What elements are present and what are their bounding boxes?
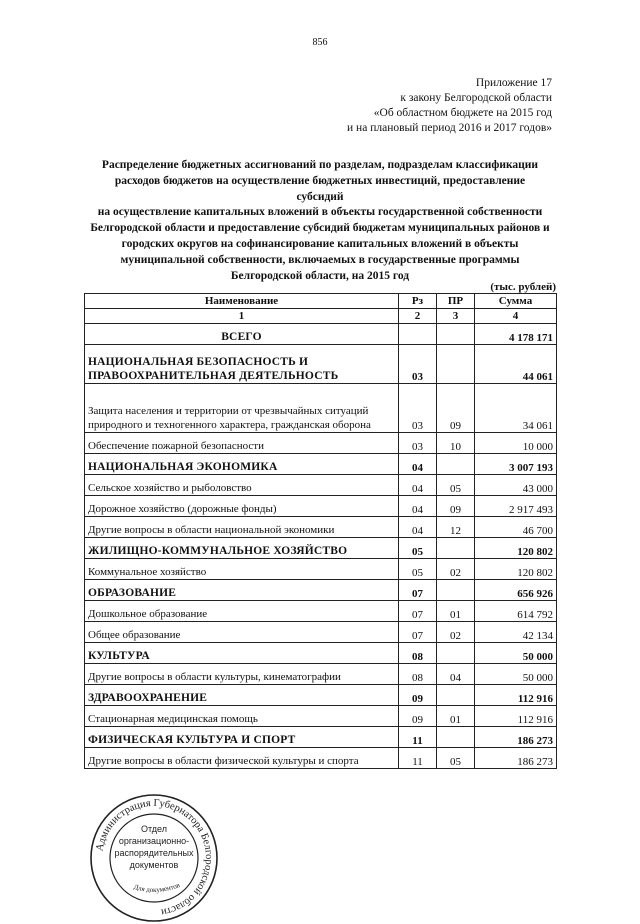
table-row <box>85 706 557 727</box>
row-pr <box>437 345 475 384</box>
table-row <box>85 345 557 384</box>
stamp-ring-text: Администрация Губернатора Белгородской области <box>94 797 215 918</box>
row-pr: 02 <box>437 559 475 580</box>
row-pr: 04 <box>437 664 475 685</box>
title-line: муниципальной собственности, включаемых в государственные программы <box>120 253 520 266</box>
title-line: расходов бюджетов на осуществление бюджетных инвестиций, предоставление субсидий <box>114 174 526 203</box>
table-row <box>85 685 557 706</box>
row-rz: 09 <box>399 685 437 706</box>
row-sum: 186 273 <box>475 727 557 748</box>
row-name: ФИЗИЧЕСКАЯ КУЛЬТУРА И СПОРТ <box>85 727 399 748</box>
row-sum: 112 916 <box>475 685 557 706</box>
table-row <box>85 454 557 475</box>
row-rz: 04 <box>399 517 437 538</box>
page-number: 856 <box>312 37 328 48</box>
row-name: Дорожное хозяйство (дорожные фонды) <box>85 496 399 517</box>
table-row <box>85 622 557 643</box>
row-sum: 42 134 <box>475 622 557 643</box>
table-row <box>85 664 557 685</box>
row-name: НАЦИОНАЛЬНАЯ ЭКОНОМИКА <box>85 454 399 475</box>
row-pr <box>437 580 475 601</box>
header-name: Наименование <box>85 294 399 309</box>
row-sum: 50 000 <box>475 664 557 685</box>
table-row <box>85 538 557 559</box>
row-rz: 04 <box>399 496 437 517</box>
col-number: 4 <box>475 309 557 324</box>
row-rz: 04 <box>399 475 437 496</box>
appendix-line: «Об областном бюджете на 2015 год <box>373 107 552 119</box>
row-sum: 34 061 <box>475 384 557 433</box>
row-name: ОБРАЗОВАНИЕ <box>85 580 399 601</box>
appendix-line: к закону Белгородской области <box>400 92 552 104</box>
row-pr: 09 <box>437 496 475 517</box>
row-pr: 01 <box>437 601 475 622</box>
stamp-center-line: организационно- <box>118 836 190 846</box>
row-sum: 120 802 <box>475 559 557 580</box>
table-row <box>85 496 557 517</box>
row-name: Обеспечение пожарной безопасности <box>85 433 399 454</box>
row-rz: 08 <box>399 643 437 664</box>
row-rz: 07 <box>399 601 437 622</box>
row-sum: 43 000 <box>475 475 557 496</box>
row-rz: 08 <box>399 664 437 685</box>
table-row <box>85 601 557 622</box>
col-number: 1 <box>85 309 399 324</box>
table-row <box>85 517 557 538</box>
row-rz: 03 <box>399 433 437 454</box>
header-row <box>85 294 557 309</box>
row-name: Сельское хозяйство и рыболовство <box>85 475 399 496</box>
row-pr <box>437 538 475 559</box>
col-number: 3 <box>437 309 475 324</box>
row-name: ЖИЛИЩНО-КОММУНАЛЬНОЕ ХОЗЯЙСТВО <box>85 538 399 559</box>
appendix-header <box>347 76 552 136</box>
stamp-center-line: документов <box>129 860 179 870</box>
title-line: Белгородской области и предоставление субсидий бюджетам муниципальных районов и <box>90 222 550 235</box>
title-line: на осуществление капитальных вложений в объекты государственной собственности <box>97 206 543 219</box>
table-row <box>85 643 557 664</box>
row-sum: 656 926 <box>475 580 557 601</box>
row-name: ВСЕГО <box>85 324 399 345</box>
stamp-bottom-text: Для документов <box>132 881 181 895</box>
row-pr: 02 <box>437 622 475 643</box>
row-rz <box>399 324 437 345</box>
units-label: (тыс. рублей) <box>490 281 556 293</box>
appendix-line: Приложение 17 <box>475 77 552 89</box>
official-stamp <box>88 792 220 924</box>
row-rz: 11 <box>399 727 437 748</box>
stamp-center-line: распорядительных <box>114 848 194 858</box>
table-row <box>85 433 557 454</box>
row-rz: 05 <box>399 538 437 559</box>
row-pr <box>437 643 475 664</box>
row-sum: 44 061 <box>475 345 557 384</box>
row-pr: 05 <box>437 475 475 496</box>
table-row <box>85 559 557 580</box>
row-name: НАЦИОНАЛЬНАЯ БЕЗОПАСНОСТЬ И ПРАВООХРАНИТЕЛЬНАЯ ДЕЯТЕЛЬНОСТЬ <box>85 345 399 384</box>
row-rz: 11 <box>399 748 437 769</box>
document-title <box>90 158 550 284</box>
row-pr: 09 <box>437 384 475 433</box>
row-name: Стационарная медицинская помощь <box>85 706 399 727</box>
row-name: Другие вопросы в области физической культуры и спорта <box>85 748 399 769</box>
table-row <box>85 384 557 433</box>
row-name: Коммунальное хозяйство <box>85 559 399 580</box>
row-sum: 186 273 <box>475 748 557 769</box>
table-row <box>85 748 557 769</box>
column-number-row <box>85 309 557 324</box>
budget-table <box>84 293 557 769</box>
table-row <box>85 324 557 345</box>
table-row <box>85 580 557 601</box>
row-pr: 01 <box>437 706 475 727</box>
header-pr: ПР <box>437 294 475 309</box>
row-sum: 120 802 <box>475 538 557 559</box>
title-line: городских округов на софинансирование капитальных вложений в объекты <box>121 237 519 250</box>
row-rz: 09 <box>399 706 437 727</box>
row-name: Защита населения и территории от чрезвычайных ситуаций природного и техногенного характера, гражданская оборона <box>85 384 399 433</box>
title-line: Белгородской области, на 2015 год <box>230 269 410 282</box>
row-name: КУЛЬТУРА <box>85 643 399 664</box>
row-pr <box>437 454 475 475</box>
row-rz: 05 <box>399 559 437 580</box>
row-sum: 50 000 <box>475 643 557 664</box>
row-pr: 05 <box>437 748 475 769</box>
row-pr: 10 <box>437 433 475 454</box>
row-rz: 07 <box>399 622 437 643</box>
row-pr <box>437 727 475 748</box>
row-sum: 4 178 171 <box>475 324 557 345</box>
row-pr <box>437 324 475 345</box>
row-sum: 10 000 <box>475 433 557 454</box>
appendix-line: и на плановый период 2016 и 2017 годов» <box>347 122 552 134</box>
row-name: Другие вопросы в области культуры, кинематографии <box>85 664 399 685</box>
header-rz: Рз <box>399 294 437 309</box>
row-sum: 3 007 193 <box>475 454 557 475</box>
row-rz: 03 <box>399 345 437 384</box>
header-sum: Сумма <box>475 294 557 309</box>
row-rz: 04 <box>399 454 437 475</box>
table-row <box>85 475 557 496</box>
row-rz: 03 <box>399 384 437 433</box>
row-sum: 2 917 493 <box>475 496 557 517</box>
row-pr: 12 <box>437 517 475 538</box>
col-number: 2 <box>399 309 437 324</box>
title-line: Распределение бюджетных ассигнований по разделам, подразделам классификации <box>101 159 539 171</box>
stamp-center-line: Отдел <box>140 824 168 834</box>
row-name: ЗДРАВООХРАНЕНИЕ <box>85 685 399 706</box>
row-name: Другие вопросы в области национальной экономики <box>85 517 399 538</box>
table-row <box>85 727 557 748</box>
row-name: Дошкольное образование <box>85 601 399 622</box>
row-sum: 46 700 <box>475 517 557 538</box>
row-pr <box>437 685 475 706</box>
row-rz: 07 <box>399 580 437 601</box>
row-name: Общее образование <box>85 622 399 643</box>
row-sum: 112 916 <box>475 706 557 727</box>
row-sum: 614 792 <box>475 601 557 622</box>
